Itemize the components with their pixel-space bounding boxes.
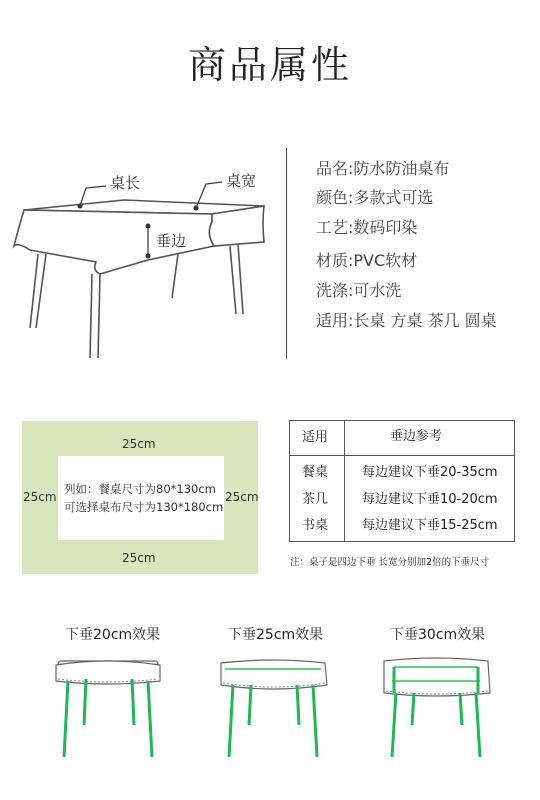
table-header-cell: 垂边参考: [390, 429, 443, 444]
attribute-value: 可水洗: [353, 281, 402, 300]
margin-top-label: 25cm: [122, 437, 156, 451]
drop-reference-table: [289, 420, 515, 542]
table-cell-use: 书桌: [302, 518, 329, 533]
size-guide-inner: [58, 456, 224, 540]
attribute-row: [316, 218, 417, 238]
margin-right-label: 25cm: [225, 490, 259, 504]
table-leg: [238, 244, 243, 314]
attribute-row: [316, 281, 401, 301]
size-example-line: 可选择桌布尺寸为130*180cm: [64, 500, 224, 514]
effect-illustration-25cm: [215, 655, 335, 765]
table-cell-use: 餐桌: [302, 465, 329, 480]
attribute-label: 材质:: [316, 251, 354, 270]
effect-illustration-20cm: [50, 655, 170, 765]
width-label: 桌宽: [226, 172, 257, 190]
table-cell-drop: 每边建议下垂15-25cm: [362, 518, 498, 533]
attribute-value: 长桌 方桌 茶几 圆桌: [353, 311, 497, 330]
table-header-cell: 适用: [302, 430, 329, 445]
effect-illustration-30cm: [378, 655, 498, 765]
table-cell-drop: 每边建议下垂10-20cm: [362, 492, 498, 507]
attribute-label: 适用:: [316, 311, 354, 330]
attribute-value: 数码印染: [353, 218, 418, 237]
table-leg: [172, 254, 178, 298]
attribute-label: 工艺:: [316, 218, 354, 237]
attribute-value: 防水防油桌布: [353, 159, 450, 178]
effect-label: 下垂25cm效果: [228, 627, 324, 643]
table-diagram: [0, 150, 286, 365]
effect-label: 下垂30cm效果: [390, 627, 486, 643]
table-leg: [98, 274, 100, 358]
table-leg: [90, 274, 92, 358]
attribute-row: [316, 251, 417, 271]
size-example-line: 列如：餐桌尺寸为80*130cm: [64, 482, 216, 496]
table-cell-use: 茶几: [302, 492, 329, 507]
attribute-divider: [286, 148, 287, 358]
attribute-label: 洗涤:: [316, 281, 354, 300]
attribute-row: [316, 311, 497, 331]
margin-bottom-label: 25cm: [122, 551, 156, 565]
attribute-row: [316, 188, 433, 208]
attribute-label: 颜色:: [316, 188, 354, 207]
attribute-row: [316, 159, 449, 179]
effect-label: 下垂20cm效果: [65, 627, 161, 643]
attribute-value: PVC软材: [353, 251, 418, 270]
page-title: 商品属性: [187, 43, 352, 87]
length-label: 桌长: [110, 174, 141, 192]
table-cell-drop: 每边建议下垂20-35cm: [362, 465, 498, 480]
margin-left-label: 25cm: [23, 490, 57, 504]
attribute-label: 品名:: [316, 159, 354, 178]
table-leg: [230, 246, 236, 314]
attribute-value: 多款式可选: [353, 188, 434, 207]
table-footnote: 注：桌子是四边下垂 长宽分别加2倍的下垂尺寸: [290, 557, 490, 568]
drop-label: 垂边: [156, 232, 187, 250]
tablecloth-drape: [384, 658, 490, 696]
